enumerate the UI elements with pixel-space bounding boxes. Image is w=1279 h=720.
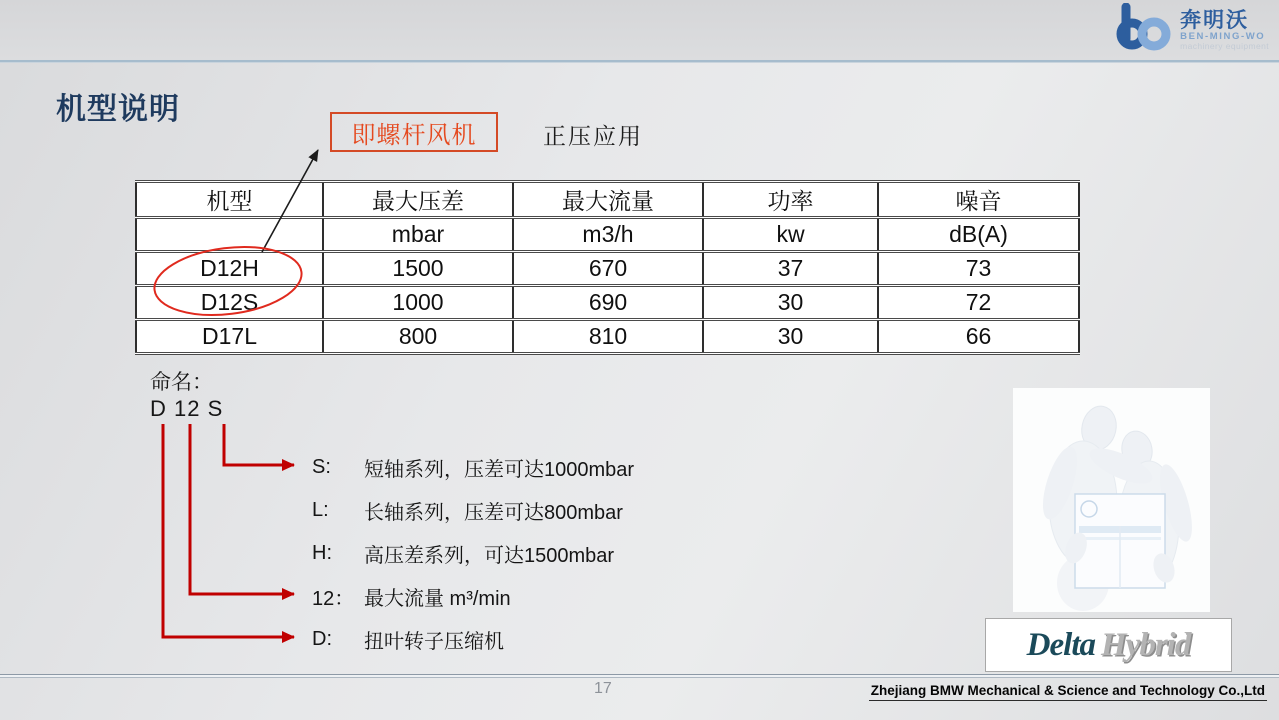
table-cell-model: D12H — [136, 252, 323, 286]
table-cell: 66 — [878, 320, 1079, 354]
naming-item-12 — [312, 575, 634, 618]
logo-brand: 奔明沃 — [1180, 8, 1250, 32]
table-cell: 30 — [703, 286, 878, 320]
naming-line-d — [163, 424, 294, 637]
naming-item-d — [312, 618, 634, 661]
naming-item-h — [312, 532, 634, 575]
application-note: 正压应用 — [543, 123, 643, 149]
table-cell: 1000 — [323, 286, 513, 320]
header-divider — [0, 60, 1279, 63]
naming-desc: 扭叶转子压缩机 — [364, 631, 504, 653]
naming-desc: 最大流量 m³/min — [364, 588, 511, 610]
delta-text: Delta — [1026, 626, 1095, 663]
naming-heading: 命名： — [150, 371, 213, 394]
table-header-row — [136, 182, 1079, 218]
delta-hybrid-logo — [985, 618, 1232, 672]
callout-label: 即螺杆风机 — [351, 121, 477, 149]
table-cell: 690 — [513, 286, 703, 320]
naming-list — [312, 446, 634, 661]
table-cell: 30 — [703, 320, 878, 354]
table-cell: 37 — [703, 252, 878, 286]
page-number: 17 — [594, 680, 612, 697]
table-units-row — [136, 218, 1079, 252]
table-unit-cell: kw — [703, 218, 878, 252]
table-cell: 72 — [878, 286, 1079, 320]
footer-company: Zhejiang BMW Mechanical & Science and Technology Co.,Ltd — [869, 683, 1267, 701]
naming-line-s — [224, 424, 294, 465]
footer-divider — [0, 674, 1279, 678]
table-header-model: 机型 — [136, 182, 323, 218]
top-band — [0, 0, 1279, 60]
table-cell-model: D17L — [136, 320, 323, 354]
naming-desc: 短轴系列，压差可达1000mbar — [364, 459, 635, 481]
table-row-d17l — [136, 320, 1079, 354]
naming-item-l — [312, 489, 634, 532]
table-cell: 810 — [513, 320, 703, 354]
naming-desc: 长轴系列，压差可达800mbar — [364, 502, 623, 524]
table-row-d12h — [136, 252, 1079, 286]
naming-key: 12： — [312, 588, 355, 610]
table-unit-cell: mbar — [323, 218, 513, 252]
naming-item-s — [312, 446, 634, 489]
table-unit-cell: dB(A) — [878, 218, 1079, 252]
naming-key: L: — [312, 499, 329, 521]
page-title: 机型说明 — [56, 93, 180, 126]
company-logo — [1116, 4, 1269, 56]
logo-text — [1180, 10, 1269, 51]
robot-watermark-image — [1013, 388, 1210, 612]
table-cell: 1500 — [323, 252, 513, 286]
table-header-noise: 噪音 — [878, 182, 1079, 218]
logo-tagline: machinery equipment — [1180, 40, 1269, 51]
hybrid-text: Hybrid — [1101, 626, 1191, 663]
callout-box — [330, 112, 498, 152]
table-unit-cell — [136, 218, 323, 252]
table-cell-model: D12S — [136, 286, 323, 320]
spec-table — [135, 180, 1080, 355]
table-row-d12s — [136, 286, 1079, 320]
table-cell: 800 — [323, 320, 513, 354]
naming-desc: 高压差系列，可达1500mbar — [364, 545, 615, 567]
logo-subtitle: BEN-MING-WO — [1180, 30, 1266, 42]
naming-key: S: — [312, 456, 331, 478]
naming-line-12 — [190, 424, 294, 594]
bo-circles-icon — [1116, 3, 1174, 58]
table-header-power: 功率 — [703, 182, 878, 218]
naming-key: H: — [312, 542, 332, 564]
table-unit-cell: m3/h — [513, 218, 703, 252]
table-header-flow: 最大流量 — [513, 182, 703, 218]
naming-key: D: — [312, 628, 332, 650]
table-cell: 73 — [878, 252, 1079, 286]
table-cell: 670 — [513, 252, 703, 286]
naming-code: D 12 S — [150, 396, 224, 421]
table-header-pressure: 最大压差 — [323, 182, 513, 218]
